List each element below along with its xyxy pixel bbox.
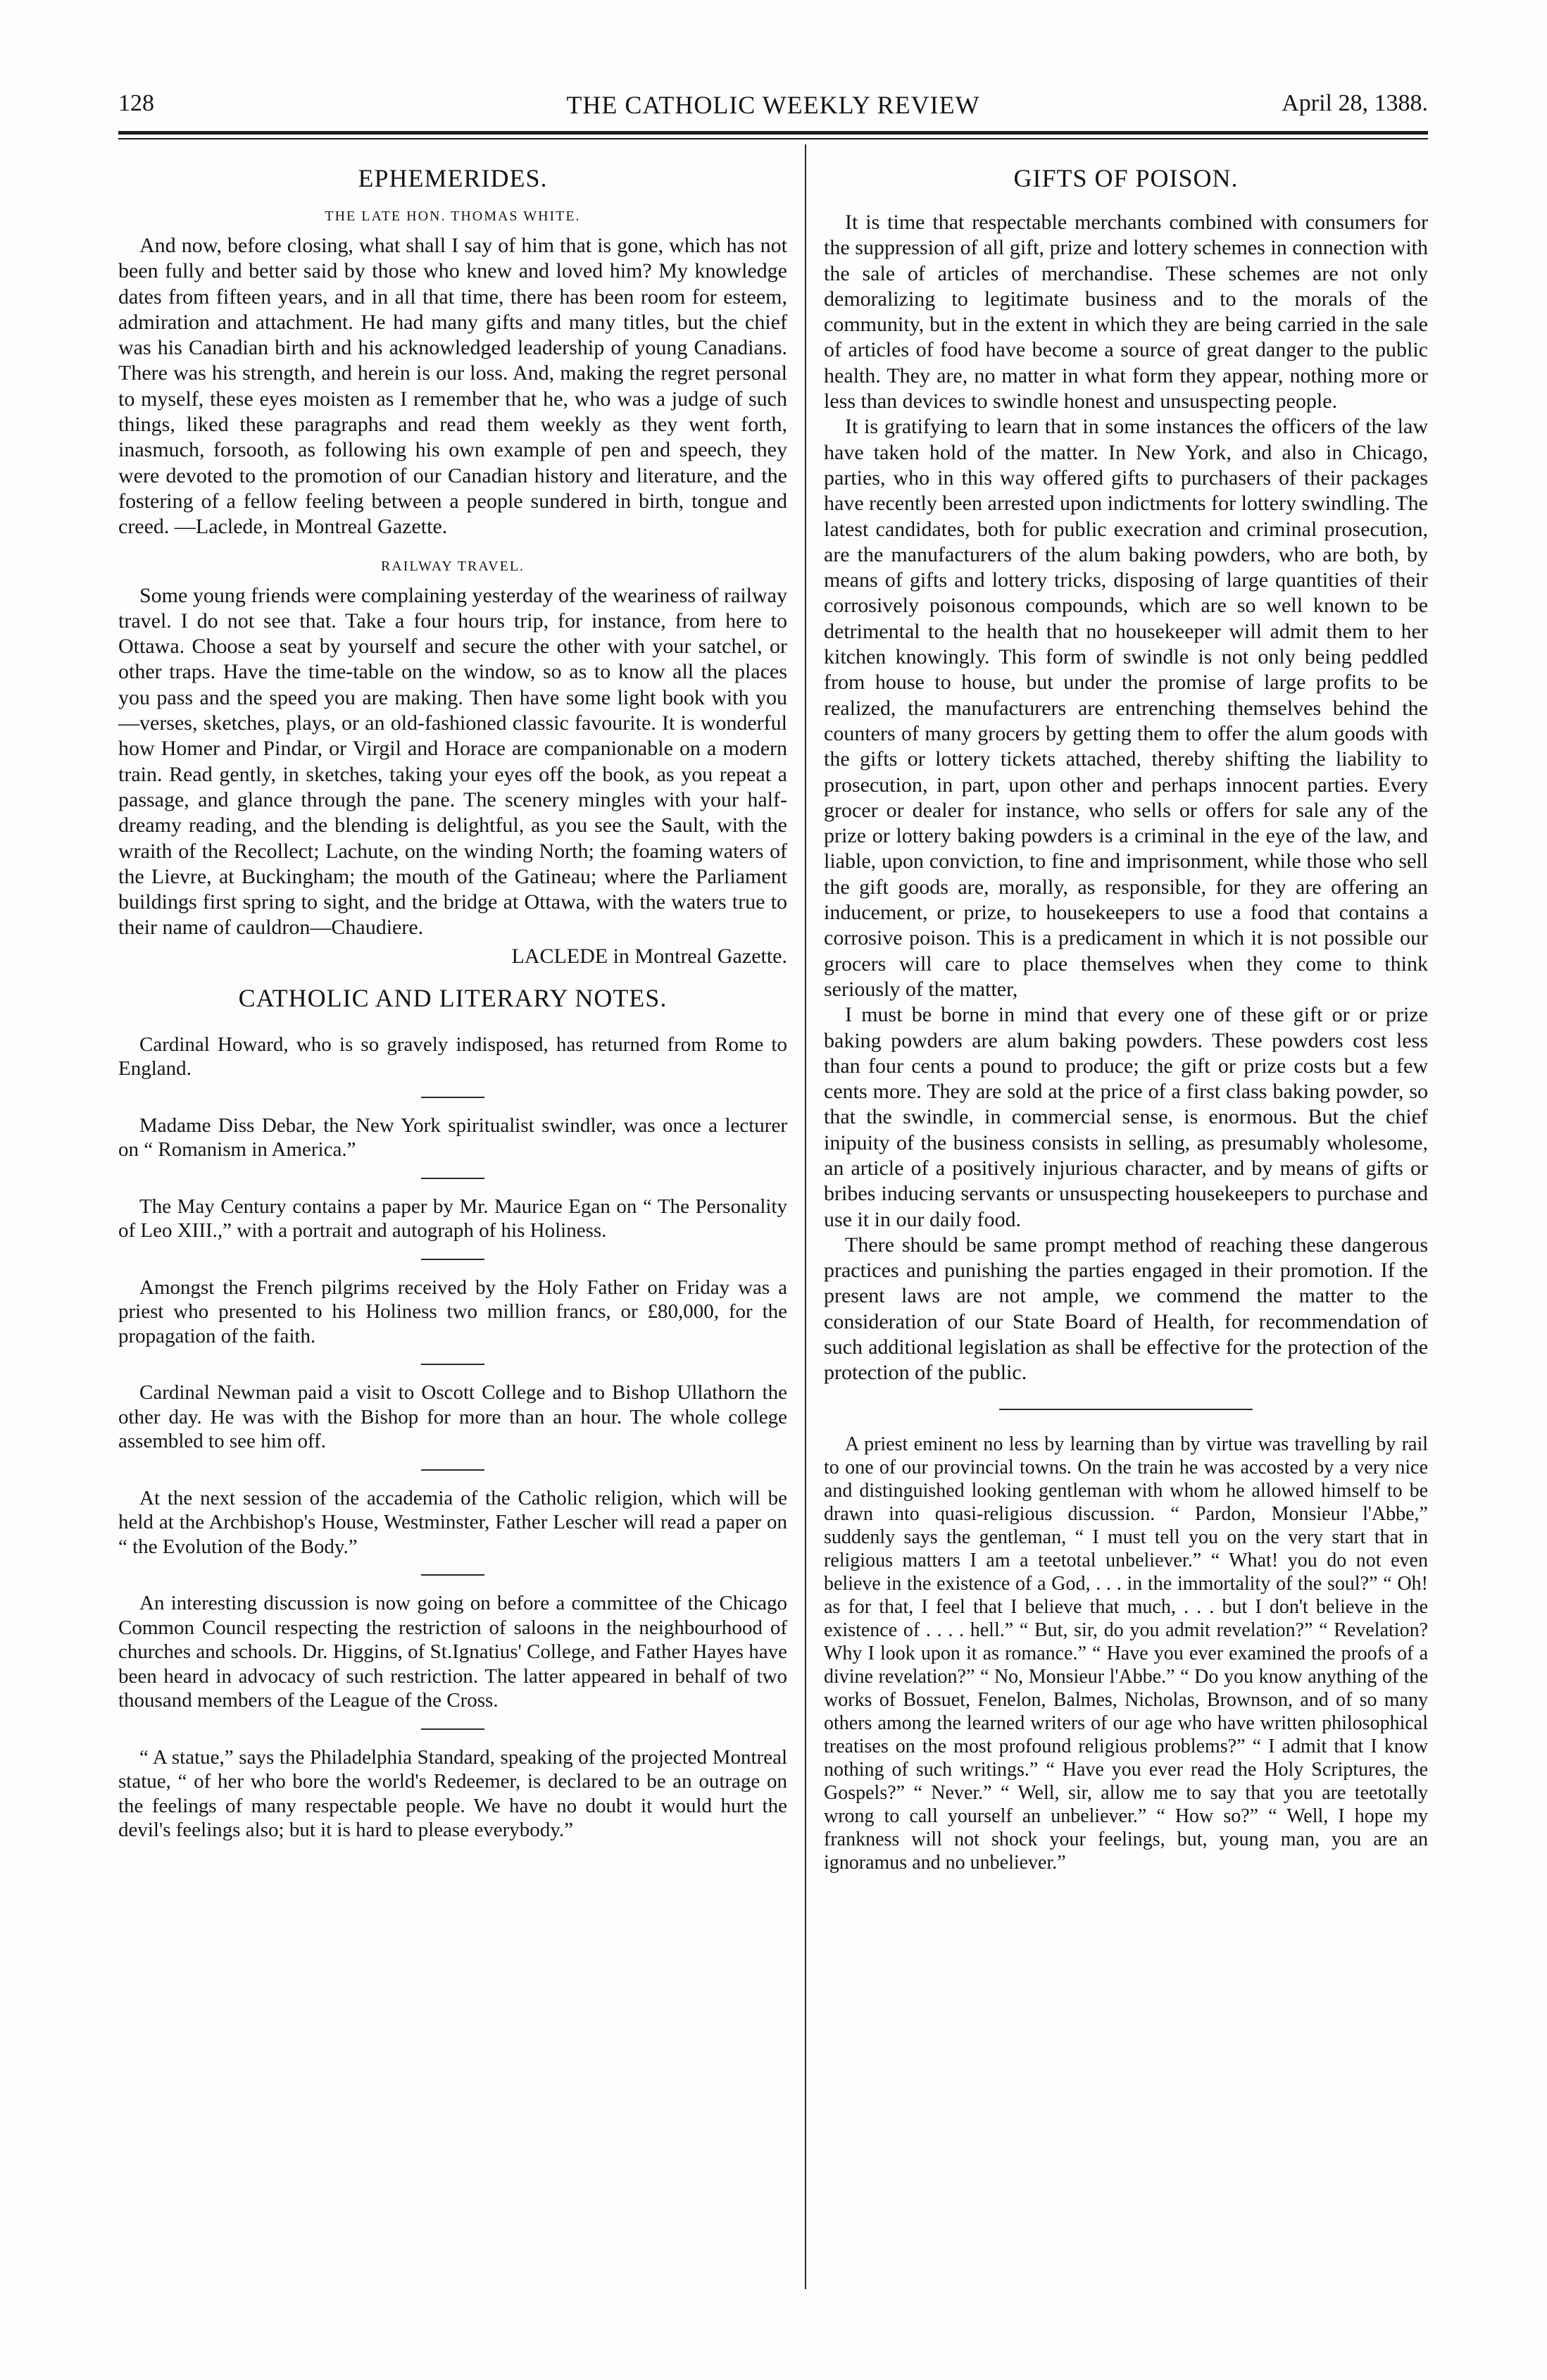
note-item: Cardinal Howard, who is so gravely indisposed, has returned from Rome to England.: [118, 1033, 787, 1080]
right-column: [824, 155, 1428, 1874]
header-rule-thin: [118, 138, 1428, 139]
page-number: 128: [118, 90, 154, 116]
note-item: Madame Diss Debar, the New York spiritualist swindler, was once a lecturer on “ Romanism in America.”: [118, 1114, 787, 1161]
railway-subheading: RAILWAY TRAVEL.: [380, 558, 525, 574]
railway-article: Some young friends were complaining yesterday of the weariness of railway travel. I do not see that. Take a four hours trip, for instance, from here to Ottawa. Choose a seat by yourself and secure the other with your satchel, or other traps. Have the time-table on the window, so as to know all the places you pass and the speed you are making. Then have some light book with you—verses, sketches, plays, or an old-fashioned classic favourite. It is wonderful how Homer and Pindar, or Virgil and Horace are companionable on a modern train. Read gently, in sketches, taking your eyes off the book, as you repeat a passage, and glance through the pane. The scenery mingles with your half-dreamy reading, and the blending is delightful, as you see the Sault, with the wraith of the Recollect; Lachute, on the winding North; the foaming waters of the Lievre, at Buckingham; the mouth of the Gatineau; where the Parliament buildings first spring to sight, and the bridge at Ottawa, with the waters true to their name of cauldron—Chaudiere.: [118, 583, 787, 940]
poison-paragraph: There should be same prompt method of reaching these dangerous practices and punishing the parties engaged in their promotion. If the present laws are not ample, we commend the matter to the consideration of our State Board of Health, for recommendation of such additional legislation as shall be effective for the protection of the protection of the public.: [824, 1233, 1428, 1385]
poison-paragraph: I must be borne in mind that every one of these gift or or prize baking powders are alum baking powders. These powders cost less than four cents a pound to produce; the gift or prize costs but a few cents more. They are sold at the price of a first class baking powder, so that the swindle, in commercial sense, is enormous. But the chief inipuity of the business consists in selling, as presumably wholesome, an article of a positively injurious character, and by means of gifts or bribes inducing servants or unsuspecting housekeepers to purchase and use it in our daily food.: [824, 1003, 1428, 1231]
notes-heading: CATHOLIC AND LITERARY NOTES.: [238, 983, 668, 1012]
note-item: “ A statue,” says the Philadelphia Standard, speaking of the projected Montreal statue, “ of her who bore the world's Redeemer, is declared to be an outrage on the feelings of many respectable people. We have no doubt it would hurt the devil's feelings also; but it is hard to please everybody.”: [118, 1745, 787, 1842]
note-item: The May Century contains a paper by Mr. Maurice Egan on “ The Personality of Leo XIII.,” with a portrait and autograph of his Holiness.: [118, 1195, 787, 1242]
section-divider: [999, 1409, 1253, 1410]
note-item: An interesting discussion is now going on before a committee of the Chicago Common Council respecting the restriction of saloons in the neighbourhood of churches and schools. Dr. Higgins, of St.Ignatius' College, and Father Hayes have been heard in advocacy of such restriction. The latter appeared in behalf of two thousand members of the League of the Cross.: [118, 1592, 787, 1712]
ephemerides-heading: EPHEMERIDES.: [358, 164, 548, 192]
notes-list: [118, 1033, 787, 1843]
note-item: Cardinal Newman paid a visit to Oscott College and to Bishop Ullathorn the other day. He was with the Bishop for more than an hour. The whole college assembled to see him off.: [118, 1381, 787, 1453]
railway-signature: LACLEDE in Montreal Gazette.: [511, 944, 787, 968]
note-divider: [421, 1364, 484, 1365]
note-divider: [421, 1259, 484, 1260]
newspaper-title: THE CATHOLIC WEEKLY REVIEW: [566, 91, 980, 119]
column-divider: [805, 144, 806, 2289]
note-divider: [421, 1728, 484, 1730]
issue-date: April 28, 1388.: [1282, 90, 1428, 116]
note-divider: [421, 1469, 484, 1471]
poison-paragraph: It is gratifying to learn that in some instances the officers of the law have taken hold of the matter. In New York, and also in Chicago, parties, who in this way offered gifts to purchasers of their packages have recently been arrested upon indictments for lottery swindling. The latest candidates, both for public execration and criminal prosecution, are the manufacturers of the alum baking powders, who are both, by means of gifts and lottery tricks, disposing of large quantities of their corrosively poisonous compounds, which are so well known to be detrimental to the health that no housekeeper will admit them to her kitchen knowingly. This form of swindle is not only being peddled from house to house, but under the promise of large profits to be realized, the manufacturers are entrenching themselves behind the counters of many grocers by getting them to offer the alum goods with the gifts or lottery tickets attached, thereby shifting the liability to prosecution, in part, upon other and perhaps innocent parties. Every grocer or dealer for instance, who sells or offers for sale any of the prize or lottery baking powders is a criminal in the eye of the law, and liable, upon conviction, to fine and imprisonment, while those who sell the gift goods are, morally, as responsible, for they are offering an inducement, or prize, to housekeepers to use a food that contains a corrosive poison. This is a predicament in which it is not possible our grocers will care to place themselves when they come to think seriously of the matter,: [824, 415, 1428, 1001]
white-article: And now, before closing, what shall I say of him that is gone, which has not been fully and better said by those who knew and loved him? My knowledge dates from fifteen years, and in all that time, there has been room for esteem, admiration and attachment. He had many gifts and many titles, but the chief was his Canadian birth and his acknowledged leadership of young Canadians. There was his strength, and herein is our loss. And, making the regret personal to myself, these eyes moisten as I remember that he, who was a judge of such things, liked these paragraphs and read them weekly as they went forth, inasmuch, forsooth, as following his own example of pen and speech, they were devoted to the promotion of our Canadian history and literature, and the fostering of a fellow feeling between a people sundered in birth, tongue and creed. —Laclede, in Montreal Gazette.: [118, 234, 787, 539]
header-rule: [118, 131, 1428, 135]
note-divider: [421, 1178, 484, 1179]
left-column: [118, 155, 787, 1843]
priest-anecdote: A priest eminent no less by learning than by virtue was travelling by rail to one of our provincial towns. On the train he was accosted by a very nice and distinguished looking gentleman with whom he allowed himself to be drawn into quasi-religious discussion. “ Pardon, Monsieur l'Abbe,” suddenly says the gentleman, “ I must tell you on the very start that in religious matters I am a teetotal unbeliever.” “ What! you do not even believe in the existence of a God, . . . in the immortality of the soul?” “ Oh! as for that, I feel that I believe that much, . . . but I don't believe in the existence of . . . . hell.” “ But, sir, do you admit revelation?” “ Revelation? Why I look upon it as romance.” “ Have you ever examined the proofs of a divine revelation?” “ No, Monsieur l'Abbe.” “ Do you know anything of the works of Bossuet, Fenelon, Balmes, Nicholas, Brownson, and of so many others among the learned writers of our age who have written philosophical treatises on the most profound religious problems?” “ I admit that I know nothing of such writings.” “ Have you ever read the Holy Scriptures, the Gospels?” “ Never.” “ Well, sir, allow me to say that you are teetotally wrong to call yourself an unbeliever.” “ How so?” “ Well, I hope my frankness will not shock your feelings, but, young man, you are an ignoramus and no unbeliever.”: [824, 1433, 1428, 1874]
white-subheading: THE LATE HON. THOMAS WHITE.: [325, 208, 581, 224]
poison-paragraph: It is time that respectable merchants combined with consumers for the suppression of all gift, prize and lottery schemes in connection with the sale of articles of merchandise. These schemes are not only demoralizing to legitimate business and to the morals of the community, but in the extent in which they are being carried in the sale of articles of food have become a source of great danger to the public health. They are, no matter in what form they appear, nothing more or less than devices to swindle honest and unsuspecting people.: [824, 211, 1428, 413]
masthead: [118, 90, 1428, 132]
note-divider: [421, 1097, 484, 1098]
note-divider: [421, 1574, 484, 1576]
poison-heading: GIFTS OF POISON.: [1013, 164, 1239, 192]
note-item: At the next session of the accademia of the Catholic religion, which will be held at the Archbishop's House, Westminster, Father Lescher will read a paper on “ the Evolution of the Body.”: [118, 1486, 787, 1558]
note-item: Amongst the French pilgrims received by the Holy Father on Friday was a priest who presented to his Holiness two million francs, or £80,000, for the propagation of the faith.: [118, 1276, 787, 1347]
